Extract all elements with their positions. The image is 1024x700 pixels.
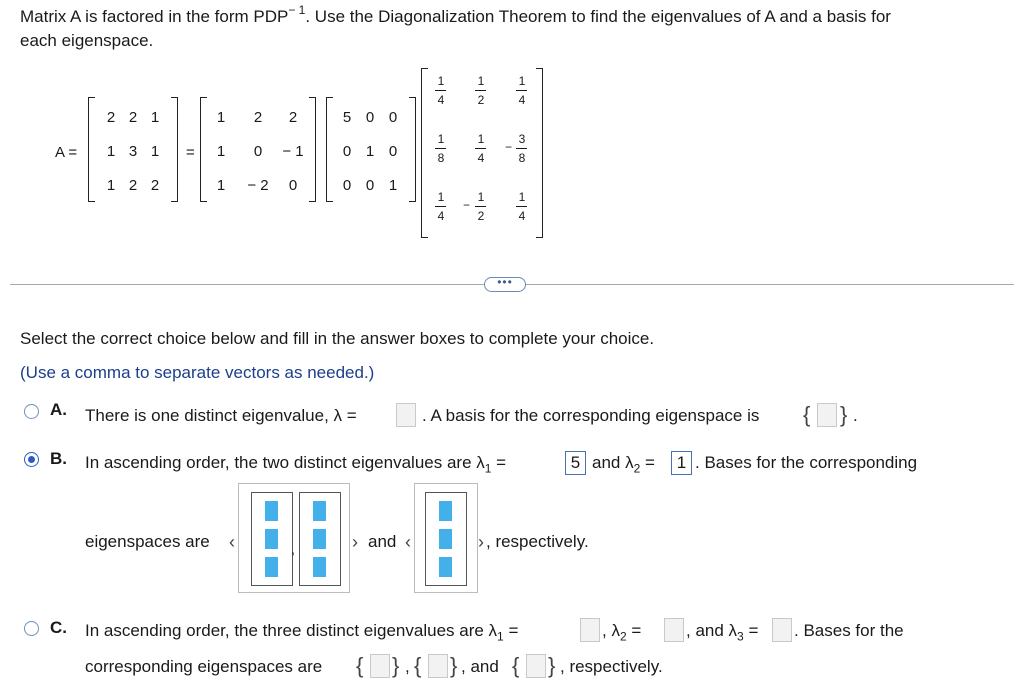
- right-brace: }: [840, 402, 848, 427]
- pinv-den: 4: [437, 209, 445, 223]
- pinv-num: 1: [477, 132, 485, 146]
- pinv-den: 2: [477, 93, 485, 107]
- left-brace: {: [803, 402, 811, 427]
- matrix-p-cell: 1: [216, 177, 226, 194]
- matrix-p-inverse: [421, 68, 543, 238]
- equals-sign: =: [186, 144, 195, 161]
- option-b-and2: and: [368, 532, 397, 551]
- matrix-d-cell: 0: [365, 109, 375, 126]
- option-b-line2-pre: eigenspaces are: [85, 532, 210, 551]
- pinv-num: 1: [477, 74, 485, 88]
- matrix-p: [200, 97, 316, 202]
- matrix-d-cell: 0: [388, 109, 398, 126]
- option-c-text1-label: In ascending order, the three distinct eigenvalues are λ: [85, 621, 498, 640]
- matrix-d-cell: 1: [388, 177, 398, 194]
- matrix-a-cell: 1: [106, 177, 116, 194]
- vector-2: [299, 492, 341, 586]
- pinv-sign: −: [463, 198, 471, 212]
- expand-button[interactable]: •••: [484, 277, 526, 292]
- option-b-text1: [85, 452, 506, 479]
- option-a-basis-input[interactable]: [817, 403, 837, 427]
- option-c-lambda1-input[interactable]: [580, 618, 600, 642]
- option-c-lambda3-label: [686, 620, 758, 647]
- vector-separator: ,: [291, 541, 295, 557]
- option-c-letter: C.: [50, 618, 67, 637]
- pinv-den: 2: [477, 209, 485, 223]
- option-c-text1: [85, 620, 518, 647]
- lambda1-input[interactable]: 5: [565, 451, 586, 475]
- select-instruction: Select the correct choice below and fill in the answer boxes to complete your choice.: [20, 329, 655, 348]
- option-b-eq2: =: [645, 453, 655, 472]
- lambda2-subscript: 2: [633, 461, 641, 476]
- matrix-p-cell: 2: [253, 109, 263, 126]
- left-angle-bracket: ‹: [405, 532, 411, 552]
- option-c-comma1: , λ: [602, 621, 620, 640]
- pinv-sign: −: [505, 140, 513, 154]
- lambda1-subscript: 1: [484, 461, 492, 476]
- question-line1-post: . Use the Diagonalization Theorem to find the eigenvalues of A and a basis for: [305, 7, 891, 26]
- option-c-basis1-input[interactable]: [370, 654, 390, 678]
- matrix-a-cell: 2: [128, 177, 138, 194]
- lambda2-subscript: 2: [619, 629, 627, 644]
- vector-entry[interactable]: [439, 529, 452, 549]
- right-angle-bracket: ›: [478, 532, 484, 552]
- option-c-line2-pre: corresponding eigenspaces are: [85, 657, 323, 676]
- option-c-basis3-input[interactable]: [526, 654, 546, 678]
- pinv-den: 4: [437, 93, 445, 107]
- eigenspace1-basis-input[interactable]: [238, 483, 350, 593]
- pinv-num: 1: [437, 190, 445, 204]
- vector-entry[interactable]: [439, 501, 452, 521]
- option-c-lambda2-input[interactable]: [664, 618, 684, 642]
- option-b-text2: . Bases for the corresponding: [695, 453, 918, 472]
- matrix-d-cell: 0: [342, 177, 352, 194]
- pinv-den: 4: [477, 151, 485, 165]
- matrix-p-cell: 1: [216, 109, 226, 126]
- question-line1-pre: Matrix A is factored in the form PDP: [20, 7, 289, 26]
- option-b-line2-post: , respectively.: [486, 532, 589, 551]
- vector-1: [251, 492, 293, 586]
- matrix-a-cell: 2: [150, 177, 160, 194]
- matrix-a-cell: 3: [128, 143, 138, 160]
- left-angle-bracket: ‹: [229, 532, 235, 552]
- option-a-eigenvalue-input[interactable]: [396, 403, 416, 427]
- pinv-den: 4: [518, 209, 526, 223]
- matrix-d-cell: 5: [342, 109, 352, 126]
- option-c-basis2-input[interactable]: [428, 654, 448, 678]
- matrix-p-cell: − 2: [247, 177, 269, 194]
- pinv-num: 1: [437, 132, 445, 146]
- option-c-text2: . Bases for the: [794, 621, 904, 640]
- left-brace: {: [512, 653, 520, 678]
- matrix-a-cell: 2: [106, 109, 116, 126]
- lambda3-subscript: 3: [737, 629, 744, 644]
- option-b-radio[interactable]: [24, 452, 39, 467]
- option-b-letter: B.: [50, 449, 67, 468]
- matrix-a: [88, 97, 178, 202]
- matrix-a-cell: 1: [150, 109, 160, 126]
- left-brace: {: [414, 653, 422, 678]
- vector-entry[interactable]: [265, 529, 278, 549]
- pinv-den: 8: [437, 151, 445, 165]
- matrix-p-cell: − 1: [282, 143, 304, 160]
- option-b-and-label: and λ: [592, 453, 634, 472]
- vector-entry[interactable]: [265, 501, 278, 521]
- option-a-text3: .: [853, 406, 858, 425]
- pinv-den: 4: [518, 93, 526, 107]
- matrix-d-cell: 0: [365, 177, 375, 194]
- pinv-num: 1: [437, 74, 445, 88]
- question-text: [20, 3, 891, 29]
- matrix-a-cell: 1: [150, 143, 160, 160]
- matrix-a-cell: 1: [106, 143, 116, 160]
- matrix-d: [326, 97, 416, 202]
- a-label: A =: [55, 144, 78, 161]
- option-a-radio[interactable]: [24, 404, 39, 419]
- option-a-letter: A.: [50, 400, 67, 419]
- option-b-text1-label: In ascending order, the two distinct eigenvalues are λ: [85, 453, 485, 472]
- question-superscript: − 1: [288, 3, 306, 17]
- vector-1: [425, 492, 467, 586]
- matrix-d-cell: 0: [388, 143, 398, 160]
- option-b-eq: =: [496, 453, 507, 472]
- option-c-and3: , and λ: [686, 621, 738, 640]
- vector-entry[interactable]: [313, 529, 326, 549]
- option-c-eq3: =: [748, 621, 759, 640]
- option-c-radio[interactable]: [24, 621, 39, 636]
- pinv-num: 1: [518, 190, 526, 204]
- right-brace: }: [548, 653, 556, 678]
- matrix-p-cell: 2: [288, 109, 298, 126]
- matrix-p-cell: 0: [288, 177, 298, 194]
- matrix-a-cell: 2: [128, 109, 138, 126]
- left-brace: {: [356, 653, 364, 678]
- right-brace: }: [450, 653, 458, 678]
- option-c-lambda3-input[interactable]: [772, 618, 792, 642]
- option-c-comma: ,: [405, 657, 410, 676]
- pinv-num: 3: [518, 132, 526, 146]
- vector-entry[interactable]: [265, 557, 278, 577]
- option-c-eq1: =: [508, 621, 519, 640]
- eigenspace2-basis-input[interactable]: [414, 483, 478, 593]
- matrix-d-cell: 0: [342, 143, 352, 160]
- pinv-den: 8: [518, 151, 526, 165]
- right-brace: }: [392, 653, 400, 678]
- vector-entry[interactable]: [439, 557, 452, 577]
- right-angle-bracket: ›: [352, 532, 358, 552]
- matrix-p-cell: 1: [216, 143, 226, 160]
- pinv-num: 1: [518, 74, 526, 88]
- option-c-line2-post: , respectively.: [560, 657, 663, 676]
- pinv-num: 1: [477, 190, 485, 204]
- question-line2: each eigenspace.: [20, 31, 154, 50]
- option-a-text1: There is one distinct eigenvalue, λ =: [85, 406, 357, 425]
- option-c-eq2: =: [631, 621, 642, 640]
- hint-text: (Use a comma to separate vectors as needed.): [20, 363, 375, 382]
- option-c-and2: , and: [461, 657, 499, 676]
- matrix-p-cell: 0: [253, 143, 263, 160]
- option-a-text2: . A basis for the corresponding eigenspace is: [422, 406, 760, 425]
- lambda1-subscript: 1: [497, 629, 504, 644]
- matrix-d-cell: 1: [365, 143, 375, 160]
- option-b-and: [592, 452, 655, 479]
- vector-entry[interactable]: [313, 501, 326, 521]
- vector-entry[interactable]: [313, 557, 326, 577]
- option-c-lambda2-label: [602, 620, 641, 647]
- lambda2-input[interactable]: 1: [671, 451, 692, 475]
